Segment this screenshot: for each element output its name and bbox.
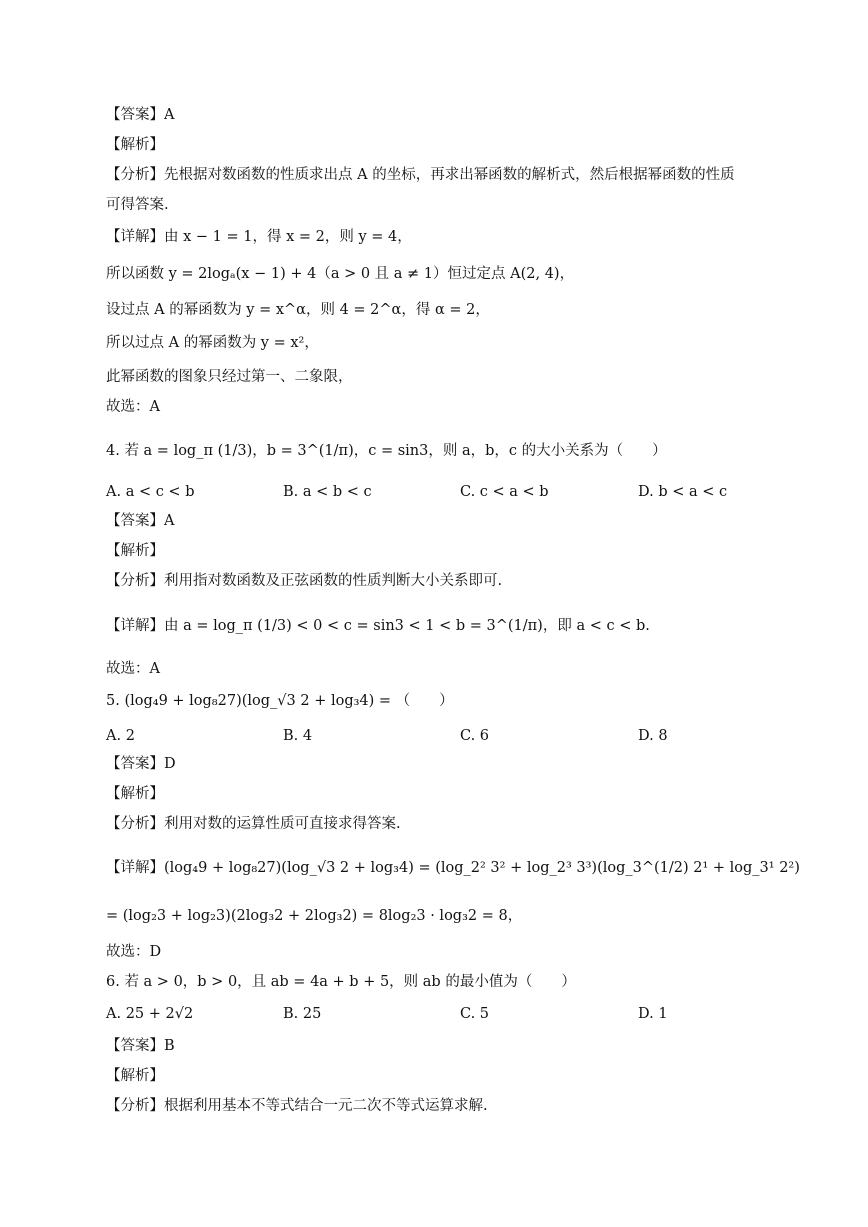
analysis-text: 【分析】利用指对数函数及正弦函数的性质判断大小关系即可. — [106, 573, 503, 589]
analysis-label: 【解析】 — [106, 137, 164, 153]
analysis-text-cont: 可得答案. — [106, 197, 169, 213]
analysis-label: 【解析】 — [106, 1068, 164, 1084]
analysis-label: 【解析】 — [106, 786, 164, 802]
detail-line: 【详解】(log₄9 + log₈27)(log_√3 2 + log₃4) = (log_2² 3² + log_2³ 3³)(log_3^(1/2) 2¹ + log_3¹ 2²) — [106, 860, 800, 876]
option-a: A. 25 + 2√2 — [106, 1006, 194, 1022]
question-5: 5. (log₄9 + log₈27)(log_√3 2 + log₃4) = （ ） — [106, 693, 454, 709]
option-c: C. c < a < b — [460, 484, 549, 500]
choice-line: 故选：A — [106, 661, 160, 677]
answer-label: 【答案】A — [106, 513, 175, 529]
detail-line: = (log₂3 + log₂3)(2log₃2 + 2log₃2) = 8log₂3 · log₃2 = 8， — [106, 908, 523, 924]
detail-line: 【详解】由 a = log_π (1/3) < 0 < c = sin3 < 1 < b = 3^(1/π)，即 a < c < b. — [106, 618, 650, 634]
option-b: B. 4 — [283, 728, 313, 744]
question-6: 6. 若 a > 0，b > 0，且 ab = 4a + b + 5，则 ab 的最小值为（ ） — [106, 974, 576, 990]
option-d: D. b < a < c — [638, 484, 728, 500]
analysis-text: 【分析】利用对数的运算性质可直接求得答案. — [106, 816, 401, 832]
option-c: C. 5 — [460, 1006, 490, 1022]
detail-line: 所以过点 A 的幂函数为 y = x²， — [106, 335, 319, 351]
option-a: A. 2 — [106, 728, 135, 744]
option-c: C. 6 — [460, 728, 490, 744]
option-d: D. 8 — [638, 728, 668, 744]
option-b: B. 25 — [283, 1006, 322, 1022]
detail-line: 【详解】由 x − 1 = 1，得 x = 2，则 y = 4， — [106, 229, 412, 245]
option-d: D. 1 — [638, 1006, 668, 1022]
answer-label: 【答案】A — [106, 107, 175, 123]
analysis-text: 【分析】先根据对数函数的性质求出点 A 的坐标，再求出幂函数的解析式，然后根据幂函数的性质 — [106, 167, 735, 183]
option-a: A. a < c < b — [106, 484, 195, 500]
answer-label: 【答案】D — [106, 756, 176, 772]
choice-line: 故选：D — [106, 944, 162, 960]
question-4: 4. 若 a = log_π (1/3)，b = 3^(1/π)，c = sin3，则 a，b，c 的大小关系为（ ） — [106, 443, 667, 459]
detail-line: 所以函数 y = 2logₐ(x − 1) + 4（a > 0 且 a ≠ 1）恒过定点 A(2, 4)， — [106, 266, 575, 282]
detail-line: 此幂函数的图象只经过第一、二象限， — [106, 369, 353, 385]
option-b: B. a < b < c — [283, 484, 372, 500]
answer-label: 【答案】B — [106, 1038, 175, 1054]
analysis-text: 【分析】根据利用基本不等式结合一元二次不等式运算求解. — [106, 1098, 488, 1114]
analysis-label: 【解析】 — [106, 543, 164, 559]
choice-line: 故选：A — [106, 399, 160, 415]
detail-line: 设过点 A 的幂函数为 y = x^α，则 4 = 2^α，得 α = 2， — [106, 302, 490, 318]
